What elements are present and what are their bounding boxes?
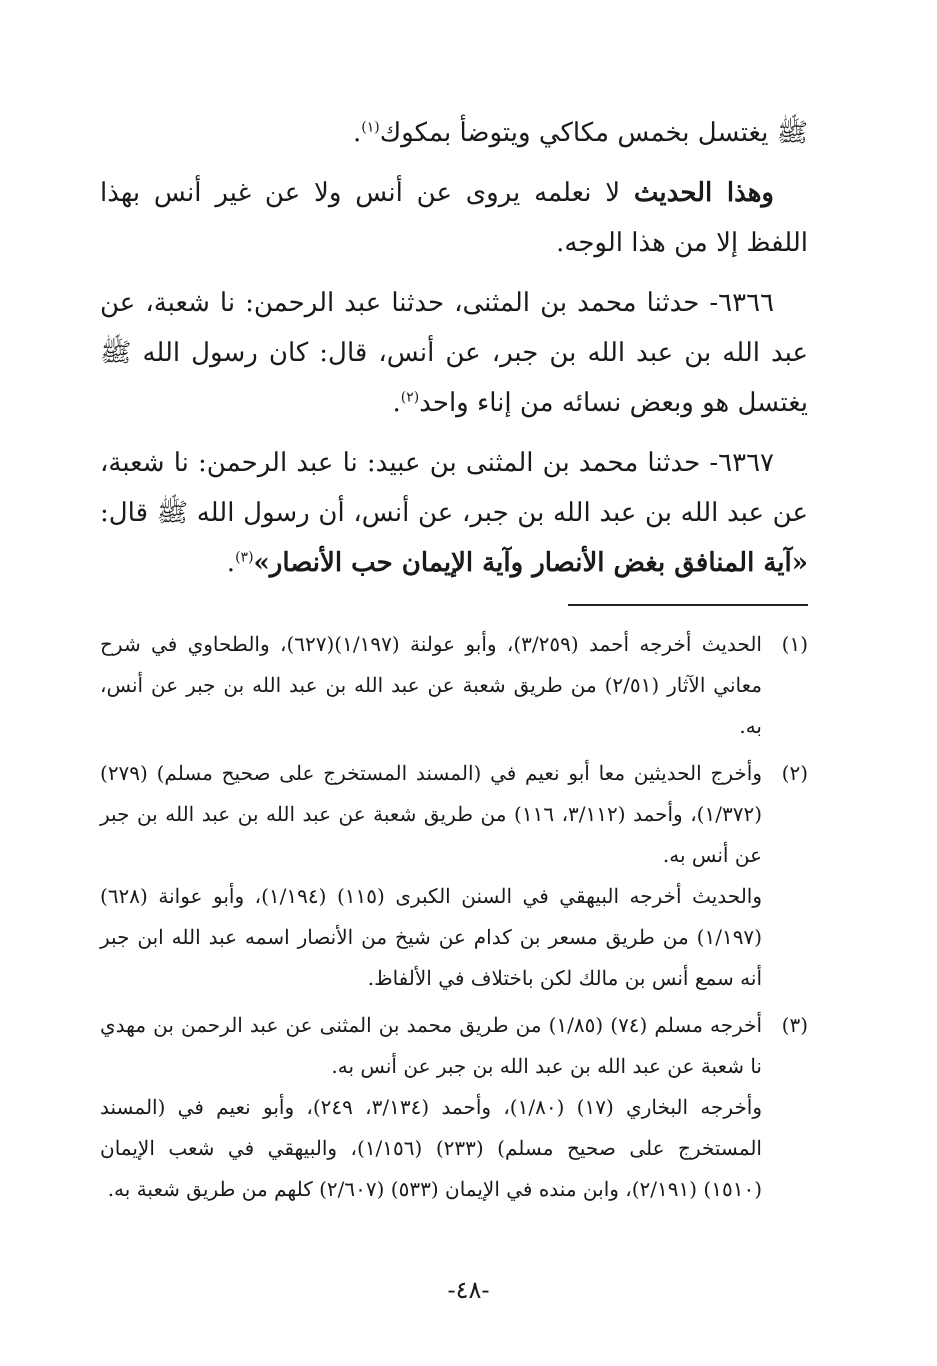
footnote-2 [100, 753, 808, 999]
footnote-text: أخرجه مسلم (٧٤) (١/٨٥) من طريق محمد بن المثنى عن عبد الرحمن بن مهدي نا شعبة عن عبد الله بن عبد الله بن جبر عن أنس به. [100, 1013, 763, 1078]
footnote-text: وأخرجه البخاري (١٧) (١/٨٠)، وأحمد (٣/١٣٤، ٢٤٩)، وأبو نعيم في (المسند المستخرج على صحيح مسلم) (٢٣٣) (١/١٥٦)، والبيهقي في شعب الإيمان (١٥١٠) (٢/١٩١)، وابن منده في الإيمان (٥٣٣) (٢/٦٠٧) كلهم من طريق شعبة به. [100, 1095, 763, 1201]
footnote-text: وأخرج الحديثين معا أبو نعيم في (المسند المستخرج على صحيح مسلم) (٢٧٩) (١/٣٧٢)، وأحمد (٣/١١٢، ١١٦) من طريق شعبة عن عبد الله بن عبد الله بن جبر عن أنس به. [100, 761, 763, 867]
bold-phrase: وهذا الحديث [633, 178, 774, 208]
footnote-ref-3[interactable]: (٣) [235, 549, 254, 566]
footnote-number: (١) [781, 632, 808, 656]
footnote-number: (٣) [781, 1013, 808, 1037]
footnote-1 [100, 624, 808, 747]
paragraph-2: وهذا الحديث لا نعلمه يروى عن أنس ولا عن غير أنس بهذا اللفظ إلا من هذا الوجه. [100, 178, 808, 258]
footnote-ref-1[interactable]: (١) [361, 119, 380, 136]
paragraph-1: ﷺ يغتسل بخمس مكاكي ويتوضأ بمكوك$^{(١)}$. [353, 118, 808, 148]
main-text [100, 108, 808, 588]
footnote-text: الحديث أخرجه أحمد (٣/٢٥٩)، وأبو عولنة (١/١٩٧)(٦٢٧)، والطحاوي في شرح معاني الآثار (٢/٥١) من طريق شعبة عن عبد الله بن عبد الله بن جبر عن أنس، به. [100, 632, 762, 738]
page-number: -٤٨- [447, 1276, 490, 1304]
hadith-6367: ٦٣٦٧- حدثنا محمد بن المثنى بن عبيد: نا عبد الرحمن: نا شعبة، عن عبد الله بن عبد الله بن جبر، عن أنس، أن رسول الله ﷺ قال: «آية المنافق بغض الأنصار وآية الإيمان حب الأنصار»$^{(٣)}$. [100, 448, 808, 578]
page-body [100, 108, 808, 1216]
footnote-text: والحديث أخرجه البيهقي في السنن الكبرى (١١٥) (١/١٩٤)، وأبو عوانة (٦٢٨) (١/١٩٧) من طريق مسعر بن كدام عن شيخ من الأنصار اسمه عبد الله ابن جبر أنه سمع أنس بن مالك لكن باختلاف في الألفاظ. [100, 884, 763, 990]
footnote-number: (٢) [781, 761, 808, 785]
footnote-3 [100, 1005, 808, 1210]
footnote-divider [568, 604, 808, 606]
footnotes [100, 624, 808, 1210]
hadith-6366: ٦٣٦٦- حدثنا محمد بن المثنى، حدثنا عبد الرحمن: نا شعبة، عن عبد الله بن عبد الله بن جبر، عن أنس، قال: كان رسول الله ﷺ يغتسل هو وبعض نسائه من إناء واحد$^{(٢)}$. [100, 288, 808, 418]
hadith-quote: «آية المنافق بغض الأنصار وآية الإيمان حب الأنصار» [253, 548, 808, 578]
footnote-ref-2[interactable]: (٢) [400, 389, 420, 406]
